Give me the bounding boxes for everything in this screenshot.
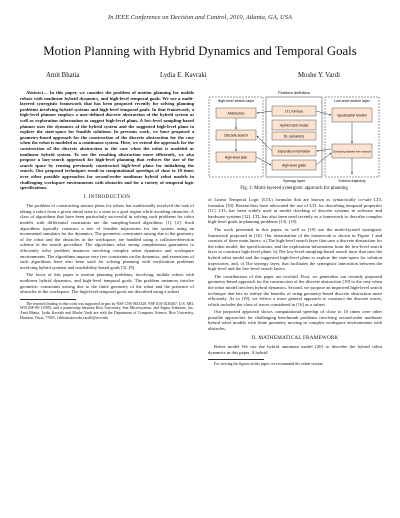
- abstraction-label: Abstraction: [227, 111, 245, 116]
- right-paragraph-3: The contributions of this paper are twofold. First, we generalize our recently proposed geometry-based approach for the construction of the discrete abstraction [19] to the case when the robot model involves hybrid dynamics. Second, we propose an improved high-level search technique that lets us realize the benefits of using geometry-based discrete abstraction more efficiently. As in [19], we follow a more general approach to construct the discrete traces, which includes the class of traces considered in [16] as a subset.: [208, 273, 382, 307]
- synergy-layer-label: Synergy layer: [283, 179, 305, 183]
- right-layer-title: Low-level search layer: [334, 99, 370, 103]
- right-column: [208, 197, 382, 369]
- venue-header: In IEEE Conference on Decision and Control, 2010, Atlanta, GA, USA: [108, 14, 292, 21]
- framework-diagram: [208, 88, 380, 184]
- right-paragraph-1: of Linear Temporal Logic (LTL) formulas that are known as syntactically co-safe LTL formulas [10]. Researchers have advocated the use of LTL for describing temporal properties [11]. LTL has been widely used in model checking of discrete systems in software and hardware systems [12]. LTL has also been used recently as a framework to describe complex high-level goals in planning problems [13]–[19].: [208, 197, 382, 225]
- high-level-plan-label: High-level plan: [224, 155, 248, 160]
- paper-title: Motion Planning with Hybrid Dynamics and Temporal Goals: [43, 44, 357, 58]
- footnote: The research leading to this work was supported in part by NSF CNS 0615328, NSF EIA-0216467, U.S. ARL W911NF-09-1-0383, and a partnership between Rice University, Sun Microsystems, and Sigma Solutions, Inc. Amit Bhatia, Lydia Kavraki and Moshe Vardi are with the Department of Computer Science, Rice University, Houston, Texas, 77005, {abhatia,kavraki,vardi}@rice.edu: [20, 301, 194, 320]
- section2-paragraph: Robot model We use the hybrid automata model [20] to describe the hybrid robot dynamics in this paper. A hybrid: [208, 344, 382, 355]
- dl-semantics-label: DL semantics: [283, 134, 305, 139]
- ltl-formula-label: LTL formula: [285, 109, 303, 114]
- section-heading-introduction: I. INTRODUCTION: [83, 193, 131, 200]
- abstract: Abstract— In this paper, we consider the problem of motion planning for mobile robots with nonlinear hybrid dynamics, and high-level temporal goals. We use a multi-layered synergistic framework that has been proposed recently for solving planning problems involving hybrid systems and high-level temporal goals. In that framework, a high-level planner employs a user-defined discrete abstraction of the hybrid system as well as exploration information to suggest high-level plans. A low-level sampling-based planner uses the dynamics of the hybrid system and the suggested high-level plans to explore the state-space for feasible solutions. In previous work, we have proposed a geometry-based approach for the construction of the discrete abstraction for the case when the robot is modeled as a continuous system. Here, we extend the approach for the construction of the discrete abstraction to the case when the robot is modeled as nonlinear hybrid system. To use the resulting abstraction more efficiently, we also propose a lazy-search approach for high-level planning that reduces the size of the search space by reusing previously constructed high-level plans for initializing the search. Our proposed techniques result in computational speedups of close to 10 times over other possible approaches for second-order nonlinear hybrid robot models in challenging workspace environments with obstacles and for a variety of temporal logic specifications.: [20, 90, 194, 191]
- footnote-rule: [20, 299, 76, 300]
- solution-trajectory-label: Solution trajectory: [338, 179, 366, 183]
- left-column: [20, 90, 194, 322]
- figure-1: [208, 88, 380, 184]
- right-footnote-rule: [208, 359, 264, 360]
- exploration-info-label: Exploration information: [277, 149, 311, 154]
- author-2: Lydia E. Kavraki: [160, 72, 207, 79]
- right-footnote: For viewing the figures in this paper, we recommend the online version.: [214, 362, 324, 367]
- author-1: Amit Bhatia: [46, 72, 80, 79]
- high-level-guide-label: High-level guide: [281, 163, 307, 168]
- fig-top-label: Problem definition: [277, 90, 311, 95]
- discrete-search-label: Discrete search: [224, 133, 248, 138]
- spec-monitor-label: Specification Monitor: [337, 113, 367, 118]
- intro-paragraph-1: The problem of constructing motion plans for robots has traditionally involved the task of taking a robot from a given initial state to a state in a goal region while avoiding obstacles. A class of algorithms that have been particularly successful in solving such problems for robot models with differential constraints are the sampling-based algorithms [1], [2]. Such algorithms typically construct a tree of feasible trajectories for the system using an incremental simulator for the dynamics. The geometric constraints arising due to the geometry of the robot and the obstacles in the workspace, are handled using a collision-detection scheme in the search procedure. The algorithms relax strong completeness guarantees to efficiently solve problem instances involving complex robot dynamics and workspace environments. The algorithms impose very few constraints on the dynamics, and extensions of such algorithms have also been used for solving planning with verification problems involving hybrid systems and reachability-based goals [3]–[9].: [20, 203, 194, 270]
- figure-caption: Fig. 1: Multi-layered synergistic approach for planning: [240, 186, 348, 191]
- tree-search-label: Sampling-based tree search: [333, 149, 371, 154]
- author-3: Moshe Y. Vardi: [298, 72, 340, 79]
- section-heading-framework: II. MATHEMATICAL FRAMEWORK: [251, 334, 339, 341]
- right-paragraph-2: The work presented in this paper, as well as [19] use the multi-layered synergistic framework proposed in [16]. Our instantiation of the framework is shown in Figure 1 and consists of three main layers: a) The high-level search layer that uses a discrete abstraction for the robot model, the specifications, and the exploration information from the low-level search layer to construct high-level plans. b) The low-level sampling-based search layer that uses the hybrid robot model and the suggested high-level plans to explore the state-space for solution trajectories, and, c) The synergy layer, that facilitates the synergistic interaction between the high-level and the low-level search layers.: [208, 226, 382, 272]
- hybrid-robot-model-label: Hybrid robot model: [279, 123, 309, 128]
- right-paragraph-4: Our proposed approach shows computational speedup of close to 10 times over other possible approaches for challenging benchmark problems involving second-order nonlinear hybrid robot models with finite geometry moving in complex workspace environments with obstacles.: [208, 309, 382, 332]
- left-layer-title: High-level search layer: [217, 99, 255, 103]
- intro-paragraph-2: The focus of this paper is motion planning problems, involving, mobile robots with nonlinear hybrid dynamics, and high-level temporal goals. The problem instances involve geometric constraints arising due to the finite geometry of the robot and the presence of obstacles in the workspace. The high-level temporal goals are described using a subset: [20, 272, 194, 295]
